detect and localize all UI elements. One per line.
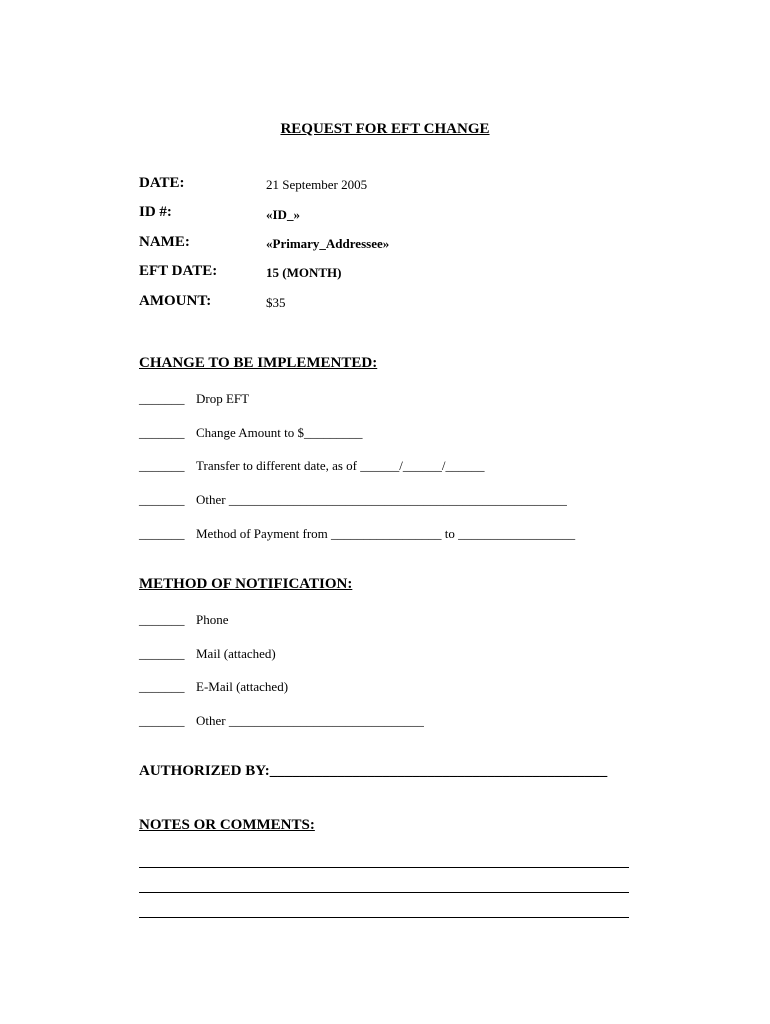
change-blank-amount: _______ <box>139 425 185 440</box>
date-label: DATE: <box>139 175 185 191</box>
notify-option-phone: Phone <box>196 612 229 627</box>
form-title: REQUEST FOR EFT CHANGE <box>280 121 490 137</box>
change-option-drop-eft: Drop EFT <box>196 391 250 406</box>
notify-blank-other: _______ <box>139 713 185 728</box>
notes-line <box>139 917 629 918</box>
amount-value: $35 <box>266 295 286 310</box>
notify-blank-email: _______ <box>139 679 185 694</box>
change-section-heading: CHANGE TO BE IMPLEMENTED: <box>139 355 378 371</box>
notify-option-mail: Mail (attached) <box>196 646 276 661</box>
notify-blank-phone: _______ <box>139 612 185 627</box>
authorized-by-line: AUTHORIZED BY:_____________________________________________ <box>139 763 608 779</box>
id-value: «ID_» <box>266 207 300 222</box>
notification-section-heading: METHOD OF NOTIFICATION: <box>139 576 353 592</box>
change-option-other: Other ____________________________________________________ <box>196 492 567 507</box>
notes-heading: NOTES OR COMMENTS: <box>139 817 315 833</box>
eft-date-label: EFT DATE: <box>139 263 218 279</box>
notify-blank-mail: _______ <box>139 646 185 661</box>
notify-option-other: Other ______________________________ <box>196 713 424 728</box>
name-label: NAME: <box>139 234 190 250</box>
notes-line <box>139 867 629 868</box>
change-blank-drop: _______ <box>139 391 185 406</box>
notify-option-email: E-Mail (attached) <box>196 679 289 694</box>
date-value: 21 September 2005 <box>266 177 368 192</box>
id-label: ID #: <box>139 204 172 220</box>
change-option-amount: Change Amount to $_________ <box>196 425 363 440</box>
change-blank-other: _______ <box>139 492 185 507</box>
notes-line <box>139 892 629 893</box>
change-blank-payment: _______ <box>139 526 185 541</box>
change-blank-transfer: _______ <box>139 458 185 473</box>
change-option-payment-method: Method of Payment from _________________ to __________________ <box>196 526 576 541</box>
name-value: «Primary_Addressee» <box>266 236 390 251</box>
eft-date-value: 15 (MONTH) <box>266 265 342 280</box>
amount-label: AMOUNT: <box>139 293 212 309</box>
change-option-transfer-date: Transfer to different date, as of ______/______/______ <box>196 458 485 473</box>
